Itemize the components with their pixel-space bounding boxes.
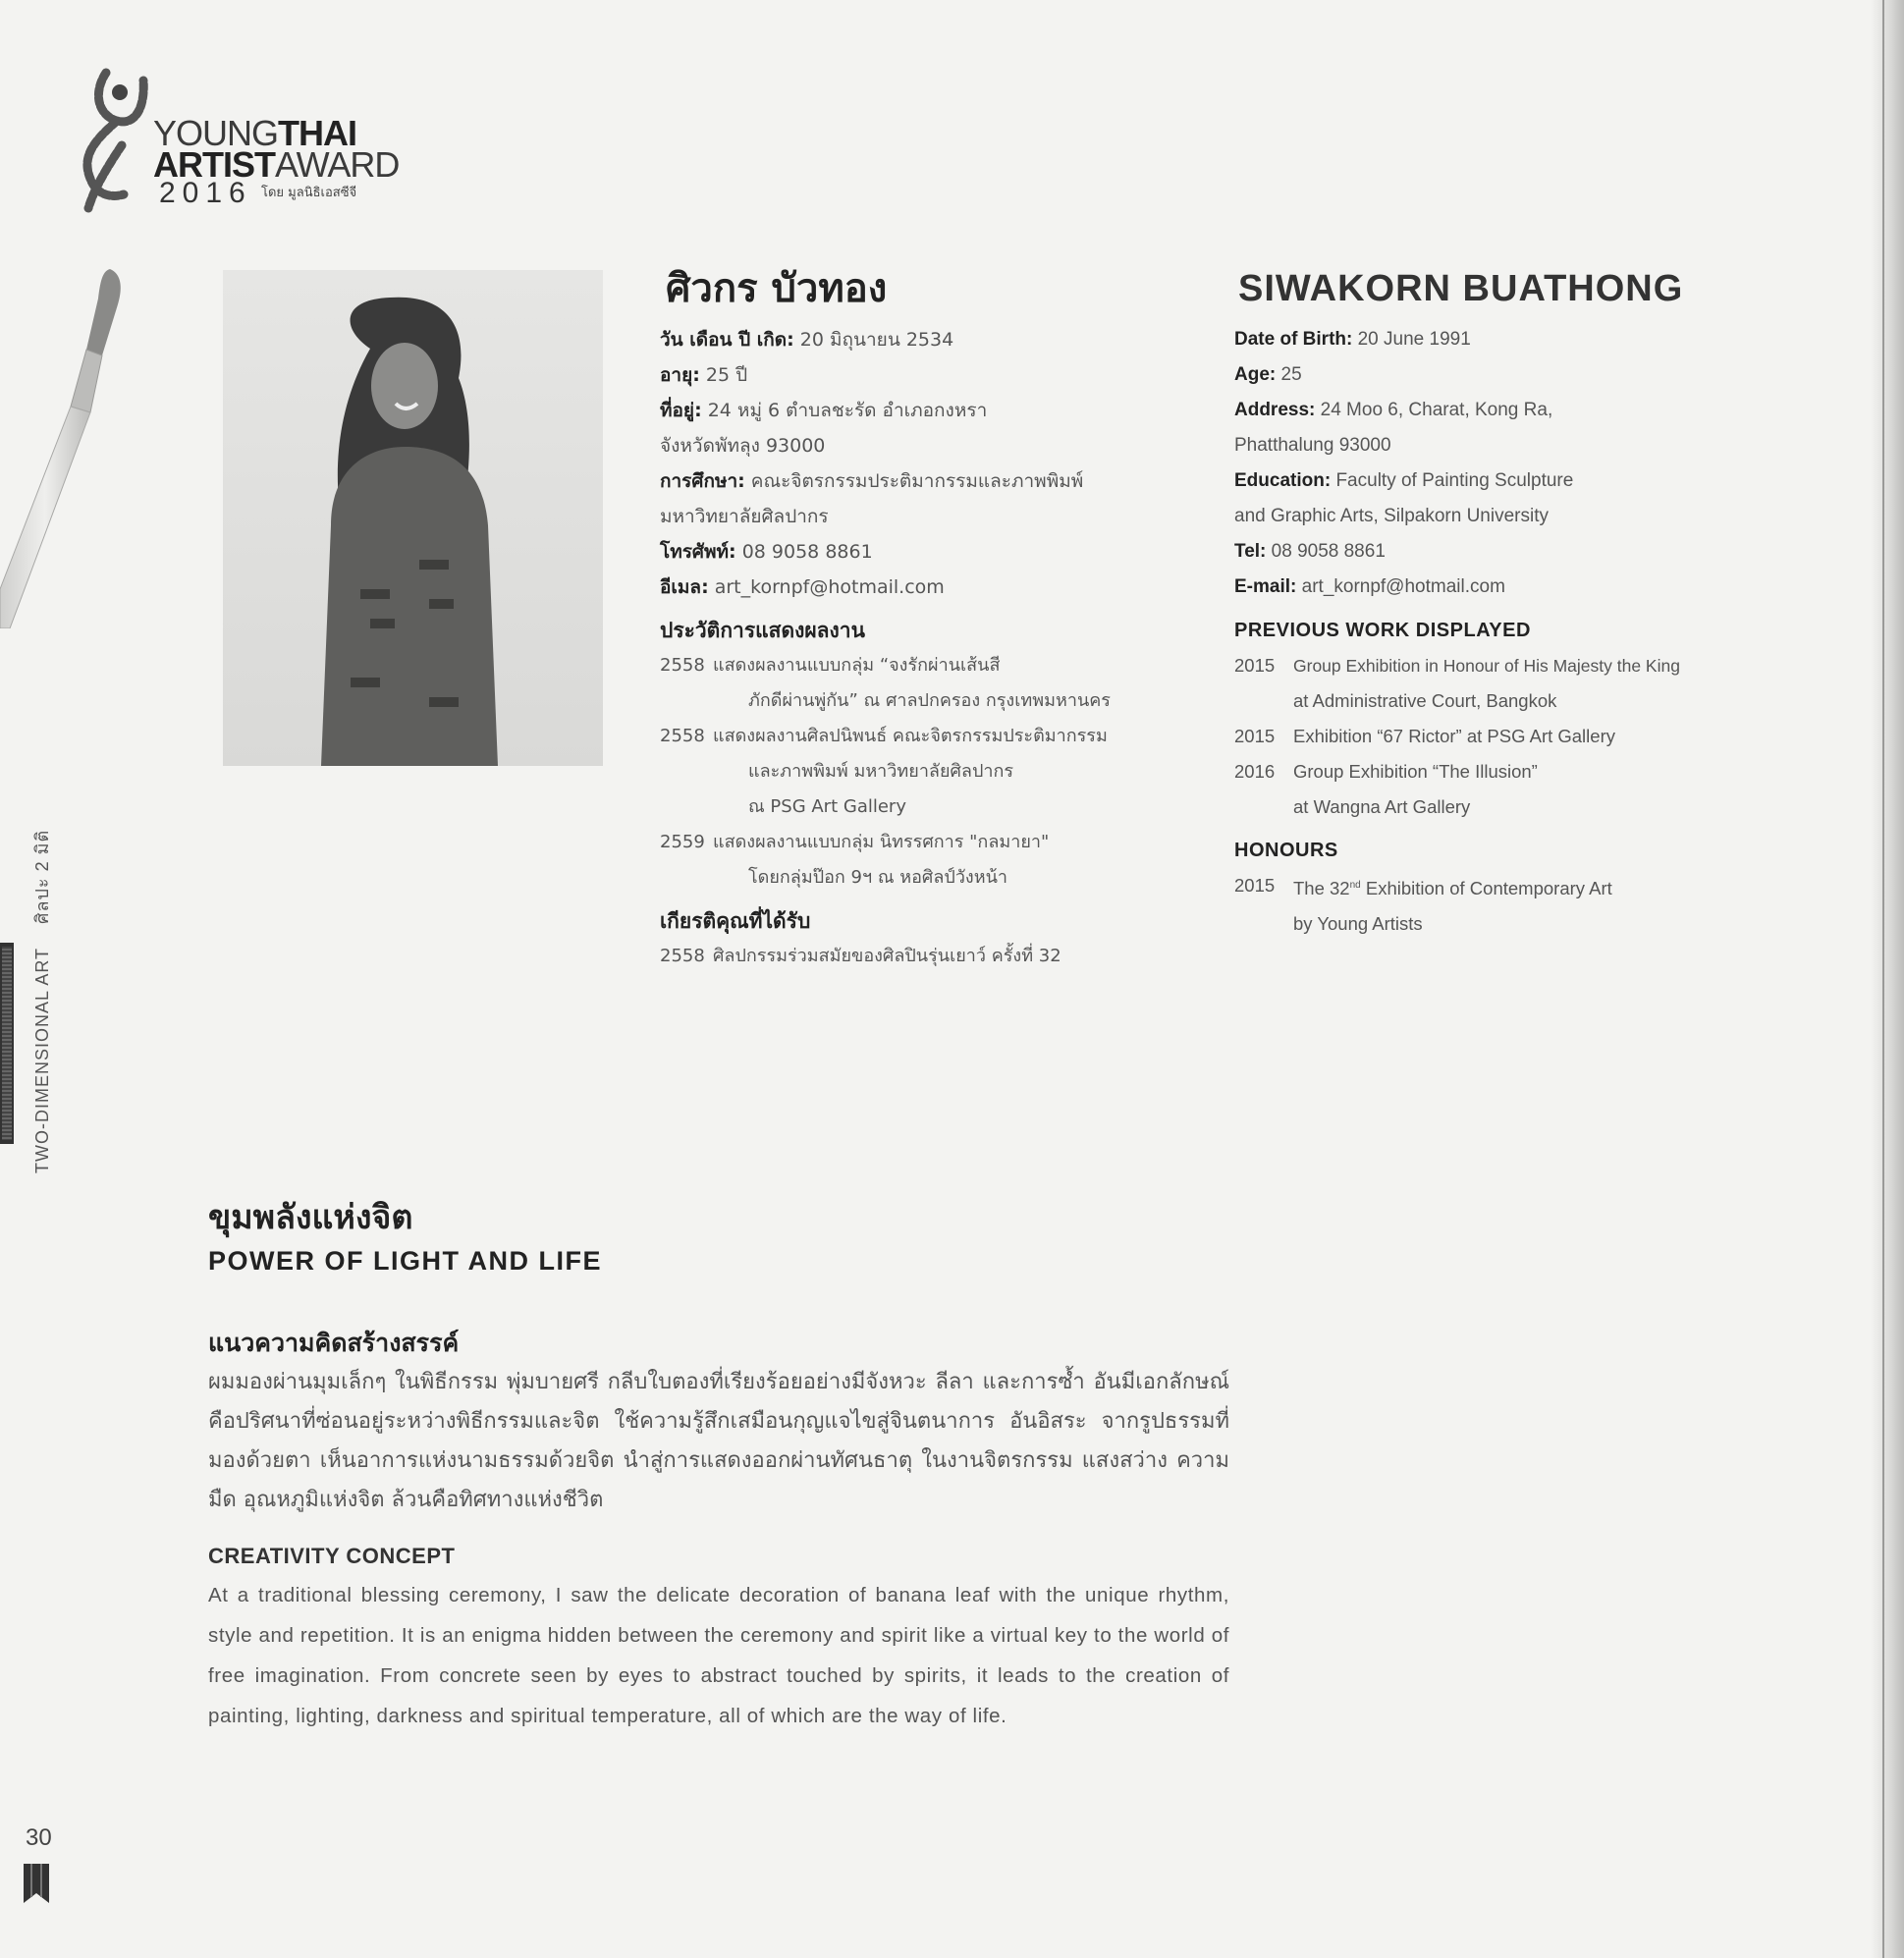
- dob-row-thai: วัน เดือน ปี เกิด: 20 มิถุนายน 2534: [660, 329, 954, 351]
- award-logo: [77, 61, 400, 218]
- artwork-title-thai: ขุมพลังแห่งจิต: [208, 1198, 413, 1237]
- email-row: E-mail: art_kornpf@hotmail.com: [1234, 576, 1505, 597]
- age-row: Age: 25: [1234, 364, 1302, 385]
- paintbrush-icon: [0, 265, 137, 628]
- exhibitions-title-thai: ประวัติการแสดงผลงาน: [660, 619, 865, 642]
- artist-photo: [223, 270, 603, 766]
- page-number: 30: [26, 1824, 52, 1851]
- exhibitions-title: PREVIOUS WORK DISPLAYED: [1234, 620, 1531, 641]
- address-row-cont: Phatthalung 93000: [1234, 435, 1391, 456]
- artwork-title-english: POWER OF LIGHT AND LIFE: [208, 1246, 602, 1276]
- concept-title-english: CREATIVITY CONCEPT: [208, 1544, 456, 1568]
- education-row-thai: การศึกษา: คณะจิตรกรรมประติมากรรมและภาพพิมพ์: [660, 470, 1084, 492]
- bookmark-icon: [24, 1864, 49, 1903]
- section-label-th: ศิลปะ 2 มิติ: [32, 829, 52, 924]
- logo-artist-award: ARTISTAWARD: [153, 144, 400, 185]
- exhibition-entry-thai: 2558 แสดงผลงานศิลปนิพนธ์ คณะจิตรกรรมประติมากรรม และภาพพิมพ์ มหาวิทยาลัยศิลปากร ณ PSG Art Gallery: [660, 726, 1108, 817]
- honour-entry-thai: 2558 ศิลปกรรมร่วมสมัยของศิลปินรุ่นเยาว์ ครั้งที่ 32: [660, 946, 1061, 966]
- dancer-figure-icon: [77, 61, 165, 218]
- section-label-en: TWO-DIMENSIONAL ART: [32, 947, 52, 1173]
- tel-row: Tel: 08 9058 8861: [1234, 541, 1386, 562]
- exhibition-entry: 2015 Group Exhibition in Honour of His Majesty the King at Administrative Court, Bangkok: [1234, 655, 1680, 711]
- concept-text-english: At a traditional blessing ceremony, I saw the delicate decoration of banana leaf with the unique rhythm, style and repetition. It is an enigma hidden between the ceremony and spirit like a virtual key to the world of free imagination. From concrete seen by eyes to abstract touched by spirits, it leads to the creation of painting, lighting, darkness and spiritual temperature, all of which are the way of life.: [208, 1584, 1229, 1727]
- honour-entry: 2015 The 32nd Exhibition of Contemporary Art by Young Artists: [1234, 875, 1612, 935]
- logo-sponsor: โดย มูลนิธิเอสซีจี: [261, 186, 357, 200]
- address-row-thai: ที่อยู่: 24 หมู่ 6 ตำบลชะรัด อำเภอกงหรา: [660, 400, 988, 421]
- age-row-thai: อายุ: 25 ปี: [660, 364, 748, 386]
- artist-name-english: SIWAKORN BUATHONG: [1238, 268, 1684, 309]
- concept-title-thai: แนวความคิดสร้างสรรค์: [208, 1329, 460, 1357]
- address-row: Address: 24 Moo 6, Charat, Kong Ra,: [1234, 400, 1553, 420]
- artist-info-thai: [660, 265, 1210, 974]
- honours-title-thai: เกียรติคุณที่ได้รับ: [660, 909, 811, 933]
- artist-name-thai: ศิวกร บัวทอง: [666, 266, 888, 311]
- page-edge-shadow: [1871, 0, 1904, 1958]
- dob-row: Date of Birth: 20 June 1991: [1234, 329, 1471, 350]
- logo-young-thai: YOUNGTHAI: [153, 113, 357, 153]
- concept-text-thai: ผมมองผ่านมุมเล็กๆ ในพิธีกรรม พุ่มบายศรี กลีบใบตองที่เรียงร้อยอย่างมีจังหวะ ลีลา และการซ้ำ อันมีเอกลักษณ์ คือปริศนาที่ซ่อนอยู่ระหว่างพิธีกรรมและจิต ใช้ความรู้สึกเสมือนกุญแจไขสู่จินตนาการ อันอิสระ จากรูปธรรมที่มองด้วยตา เห็นอาการแห่งนามธรรมด้วยจิต นำสู่การแสดงออกผ่านทัศนธาตุ ในงานจิตรกรรม แสงสว่าง ความมืด อุณหภูมิแห่งจิต ล้วนคือทิศทางแห่งชีวิต: [208, 1370, 1229, 1512]
- honours-title: HONOURS: [1234, 840, 1338, 861]
- page-edge-line: [1882, 0, 1884, 1958]
- education-row-thai-cont: มหาวิทยาลัยศิลปากร: [660, 506, 829, 527]
- section-label: [27, 751, 56, 1173]
- artwork-section: [208, 1196, 1229, 1736]
- artist-portrait-image: [223, 270, 603, 766]
- tel-row-thai: โทรศัพท์: 08 9058 8861: [660, 541, 873, 563]
- education-row-cont: and Graphic Arts, Silpakorn University: [1234, 506, 1549, 526]
- exhibition-entry-thai: 2559 แสดงผลงานแบบกลุ่ม นิทรรศการ "กลมายา" โดยกลุ่มป๊อก 9ฯ ณ หอศิลป์วังหน้า: [660, 832, 1050, 888]
- email-row-thai: อีเมล: art_kornpf@hotmail.com: [660, 576, 945, 598]
- address-row-thai-cont: จังหวัดพัทลุง 93000: [660, 435, 826, 457]
- exhibition-entry-thai: 2558 แสดงผลงานแบบกลุ่ม “จงรักผ่านเส้นสี ภักดีผ่านพู่กัน” ณ ศาลปกครอง กรุงเทพมหานคร: [660, 655, 1111, 711]
- section-tab: [0, 943, 14, 1144]
- exhibition-entry: 2015 Exhibition “67 Rictor” at PSG Art Gallery: [1234, 726, 1615, 746]
- artist-info-english: [1234, 265, 1784, 942]
- exhibition-entry: 2016 Group Exhibition “The Illusion” at Wangna Art Gallery: [1234, 761, 1538, 817]
- education-row: Education: Faculty of Painting Sculpture: [1234, 470, 1574, 491]
- logo-year: 2016: [159, 177, 252, 209]
